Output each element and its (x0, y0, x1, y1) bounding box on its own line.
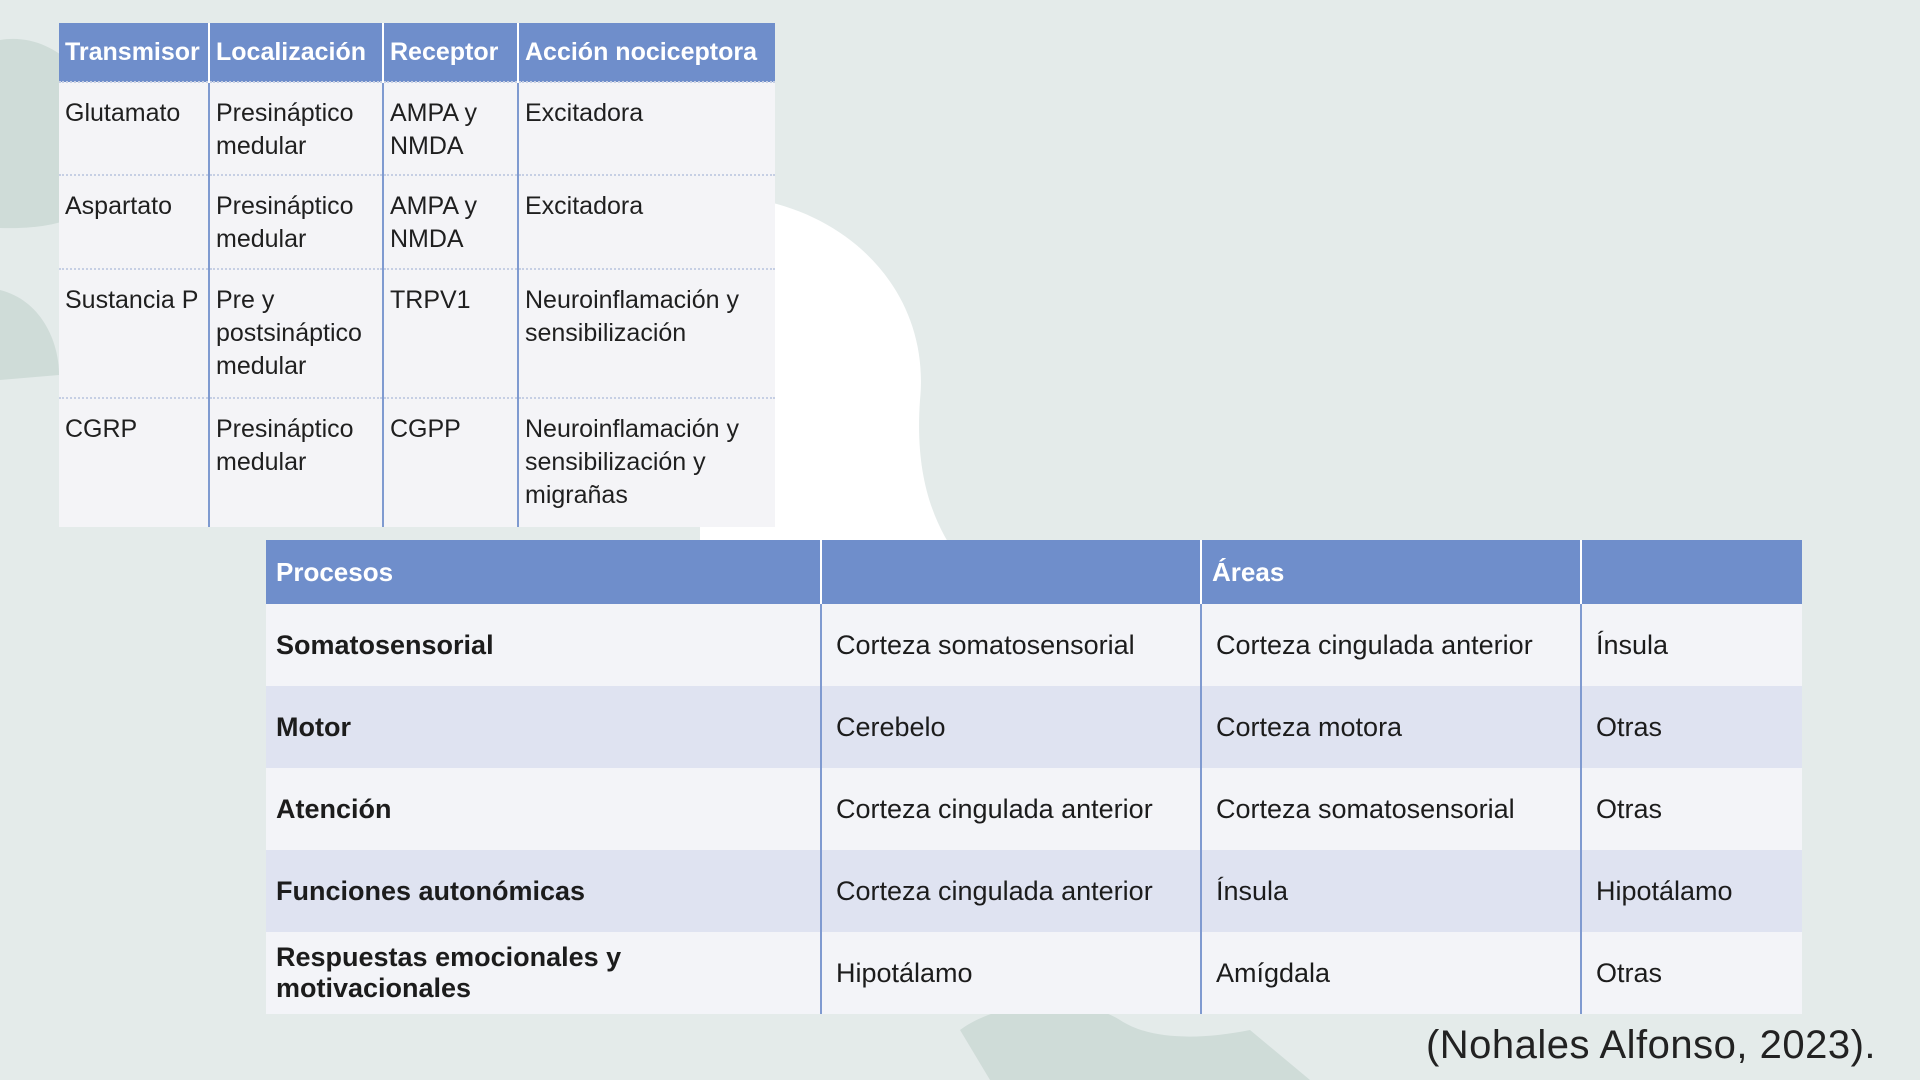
process-name: Somatosensorial (266, 604, 821, 686)
table-cell: Neuroinflamación y sensibilización (518, 269, 775, 397)
table-cell: Corteza cingulada anterior (821, 850, 1201, 932)
table-cell: CGRP (59, 398, 209, 527)
table-cell: Corteza cingulada anterior (1201, 604, 1581, 686)
column-header-accion: Acción nociceptora (518, 23, 775, 82)
table-cell: TRPV1 (383, 269, 518, 397)
column-header-blank (1581, 540, 1802, 604)
table-cell: Ínsula (1581, 604, 1802, 686)
table-cell: Corteza motora (1201, 686, 1581, 768)
table-cell: Otras (1581, 932, 1802, 1014)
table-row (59, 82, 775, 175)
table-row (266, 686, 1802, 768)
neurotransmitter-table (59, 23, 775, 527)
process-name: Respuestas emocionales y motivacionales (266, 932, 821, 1014)
process-name: Atención (266, 768, 821, 850)
table-cell: Ínsula (1201, 850, 1581, 932)
table-header-row (266, 540, 1802, 604)
table-cell: Otras (1581, 768, 1802, 850)
table-cell: Cerebelo (821, 686, 1201, 768)
table-row (266, 604, 1802, 686)
table-cell: Corteza somatosensorial (821, 604, 1201, 686)
table-cell: AMPA y NMDA (383, 82, 518, 175)
column-header-areas: Áreas (1201, 540, 1581, 604)
background-blob-bottom (960, 1004, 1310, 1080)
table-cell: Neuroinflamación y sensibilización y migrañas (518, 398, 775, 527)
table-cell: Presináptico medular (209, 82, 383, 175)
table-row (266, 932, 1802, 1014)
background-blob-left-lower (0, 290, 59, 380)
table-cell: Otras (1581, 686, 1802, 768)
column-header-localizacion: Localización (209, 23, 383, 82)
column-header-transmisor: Transmisor (59, 23, 209, 82)
table-row (59, 269, 775, 397)
table-row (266, 850, 1802, 932)
table-cell: Excitadora (518, 82, 775, 175)
pain-processes-table (266, 540, 1802, 1014)
process-name: Motor (266, 686, 821, 768)
citation: (Nohales Alfonso, 2023). (1425, 1023, 1876, 1067)
table-cell: Hipotálamo (821, 932, 1201, 1014)
process-name: Funciones autonómicas (266, 850, 821, 932)
table-cell: Presináptico medular (209, 398, 383, 527)
table-cell: Pre y postsináptico medular (209, 269, 383, 397)
table-cell: AMPA y NMDA (383, 175, 518, 269)
table-row (59, 175, 775, 269)
table-cell: Hipotálamo (1581, 850, 1802, 932)
table-row (266, 768, 1802, 850)
column-header-blank (821, 540, 1201, 604)
table-cell: Glutamato (59, 82, 209, 175)
table-cell: Sustancia P (59, 269, 209, 397)
table-cell: Corteza somatosensorial (1201, 768, 1581, 850)
table-header-row (59, 23, 775, 82)
table-cell: CGPP (383, 398, 518, 527)
table-cell: Excitadora (518, 175, 775, 269)
table-row (59, 398, 775, 527)
column-header-receptor: Receptor (383, 23, 518, 82)
column-header-procesos: Procesos (266, 540, 821, 604)
table-cell: Aspartato (59, 175, 209, 269)
table-cell: Corteza cingulada anterior (821, 768, 1201, 850)
table-cell: Presináptico medular (209, 175, 383, 269)
table-cell: Amígdala (1201, 932, 1581, 1014)
